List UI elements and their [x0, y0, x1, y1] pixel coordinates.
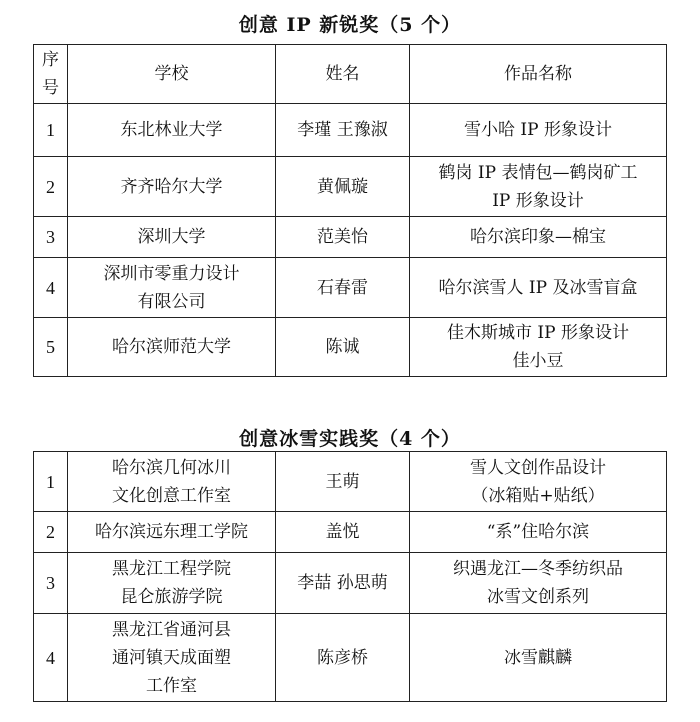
school-cell — [68, 512, 276, 553]
row-number: 2 — [34, 512, 68, 553]
work-cell-line: “系”住哈尔滨 — [486, 522, 590, 542]
work-cell — [410, 157, 667, 217]
row-number: 3 — [34, 217, 68, 258]
table-row — [34, 217, 667, 258]
school-cell-line: 有限公司 — [137, 291, 206, 312]
work-cell — [410, 553, 667, 614]
work-cell-line: （冰箱贴+贴纸） — [471, 485, 605, 506]
table-row — [34, 614, 667, 702]
work-cell-line: 织遇龙江—冬季纺织品 — [453, 559, 623, 579]
name-cell-line: 王萌 — [325, 471, 360, 492]
school-cell-line: 文化创意工作室 — [112, 485, 231, 506]
header-name: 姓名 — [276, 45, 410, 104]
table-row — [34, 553, 667, 614]
work-cell-line: 佳木斯城市 IP 形象设计 — [447, 323, 629, 343]
name-cell-line: 石春雷 — [317, 277, 368, 298]
name-cell — [276, 452, 410, 512]
work-cell-line: IP 形象设计 — [492, 190, 584, 211]
work-cell-line: 鹤岗 IP 表情包—鹤岗矿工 — [438, 162, 638, 183]
work-cell — [410, 104, 667, 157]
table-row — [34, 104, 667, 157]
school-cell — [68, 318, 276, 377]
work-cell-line: 哈尔滨印象—棉宝 — [470, 227, 606, 247]
row-number: 5 — [34, 318, 68, 377]
name-cell-line: 李喆 孙思萌 — [297, 573, 388, 593]
table-header-row — [34, 45, 667, 104]
school-cell-line: 通河镇天成面塑 — [112, 647, 231, 668]
work-cell — [410, 512, 667, 553]
ice-snow-award-rows — [34, 452, 667, 702]
work-cell-line: 雪小哈 IP 形象设计 — [464, 120, 612, 140]
name-cell-line: 范美怡 — [317, 227, 368, 247]
ice-snow-award-table — [33, 451, 667, 702]
name-cell-line: 李瑾 王豫淑 — [297, 120, 388, 140]
table-row — [34, 512, 667, 553]
work-cell — [410, 452, 667, 512]
school-cell — [68, 258, 276, 318]
work-cell — [410, 318, 667, 377]
header-number-line2: 号 — [42, 78, 59, 98]
school-cell-line: 昆仑旅游学院 — [120, 587, 223, 607]
name-cell — [276, 258, 410, 318]
name-cell — [276, 553, 410, 614]
section-title-ip-award: 创意 IP 新锐奖（5 个） — [238, 14, 462, 36]
work-cell — [410, 217, 667, 258]
row-number: 4 — [34, 614, 68, 702]
row-number: 4 — [34, 258, 68, 318]
work-cell-line: 冰雪文创系列 — [487, 587, 589, 607]
name-cell-line: 盖悦 — [325, 522, 360, 542]
name-cell — [276, 318, 410, 377]
header-work: 作品名称 — [410, 45, 667, 104]
name-cell-line: 黄佩璇 — [317, 176, 368, 197]
school-cell-line: 哈尔滨师范大学 — [112, 337, 231, 357]
row-number: 3 — [34, 553, 68, 614]
school-cell — [68, 104, 276, 157]
school-cell-line: 深圳市零重力设计 — [103, 263, 240, 284]
school-cell-line: 工作室 — [146, 675, 197, 696]
name-cell — [276, 512, 410, 553]
work-cell — [410, 258, 667, 318]
ip-award-table — [33, 44, 667, 377]
school-cell — [68, 614, 276, 702]
name-cell-line: 陈诚 — [325, 337, 360, 357]
table-row — [34, 157, 667, 217]
header-school: 学校 — [68, 45, 276, 104]
work-cell — [410, 614, 667, 702]
school-cell-line: 黑龙江省通河县 — [112, 619, 231, 640]
name-cell — [276, 217, 410, 258]
header-number-line1: 序 — [42, 50, 59, 70]
name-cell-line: 陈彦桥 — [317, 647, 368, 668]
table-row — [34, 258, 667, 318]
name-cell — [276, 614, 410, 702]
work-cell-line: 雪人文创作品设计 — [470, 457, 606, 478]
school-cell — [68, 157, 276, 217]
section-title-ice-snow-award: 创意冰雪实践奖（4 个） — [239, 428, 461, 450]
header-number — [34, 45, 68, 104]
table-row — [34, 452, 667, 512]
work-cell-line: 哈尔滨雪人 IP 及冰雪盲盒 — [438, 277, 638, 298]
school-cell-line: 哈尔滨远东理工学院 — [95, 522, 248, 542]
ip-award-rows — [34, 104, 667, 377]
row-number: 2 — [34, 157, 68, 217]
school-cell — [68, 217, 276, 258]
name-cell — [276, 157, 410, 217]
work-cell-line: 佳小豆 — [512, 351, 564, 371]
school-cell-line: 哈尔滨几何冰川 — [112, 457, 231, 478]
name-cell — [276, 104, 410, 157]
school-cell-line: 东北林业大学 — [120, 120, 223, 140]
school-cell-line: 深圳大学 — [137, 227, 206, 247]
school-cell — [68, 452, 276, 512]
table-row — [34, 318, 667, 377]
school-cell-line: 齐齐哈尔大学 — [120, 176, 223, 197]
row-number: 1 — [34, 452, 68, 512]
row-number: 1 — [34, 104, 68, 157]
work-cell-line: 冰雪麒麟 — [504, 647, 572, 668]
school-cell — [68, 553, 276, 614]
school-cell-line: 黑龙江工程学院 — [112, 559, 231, 579]
